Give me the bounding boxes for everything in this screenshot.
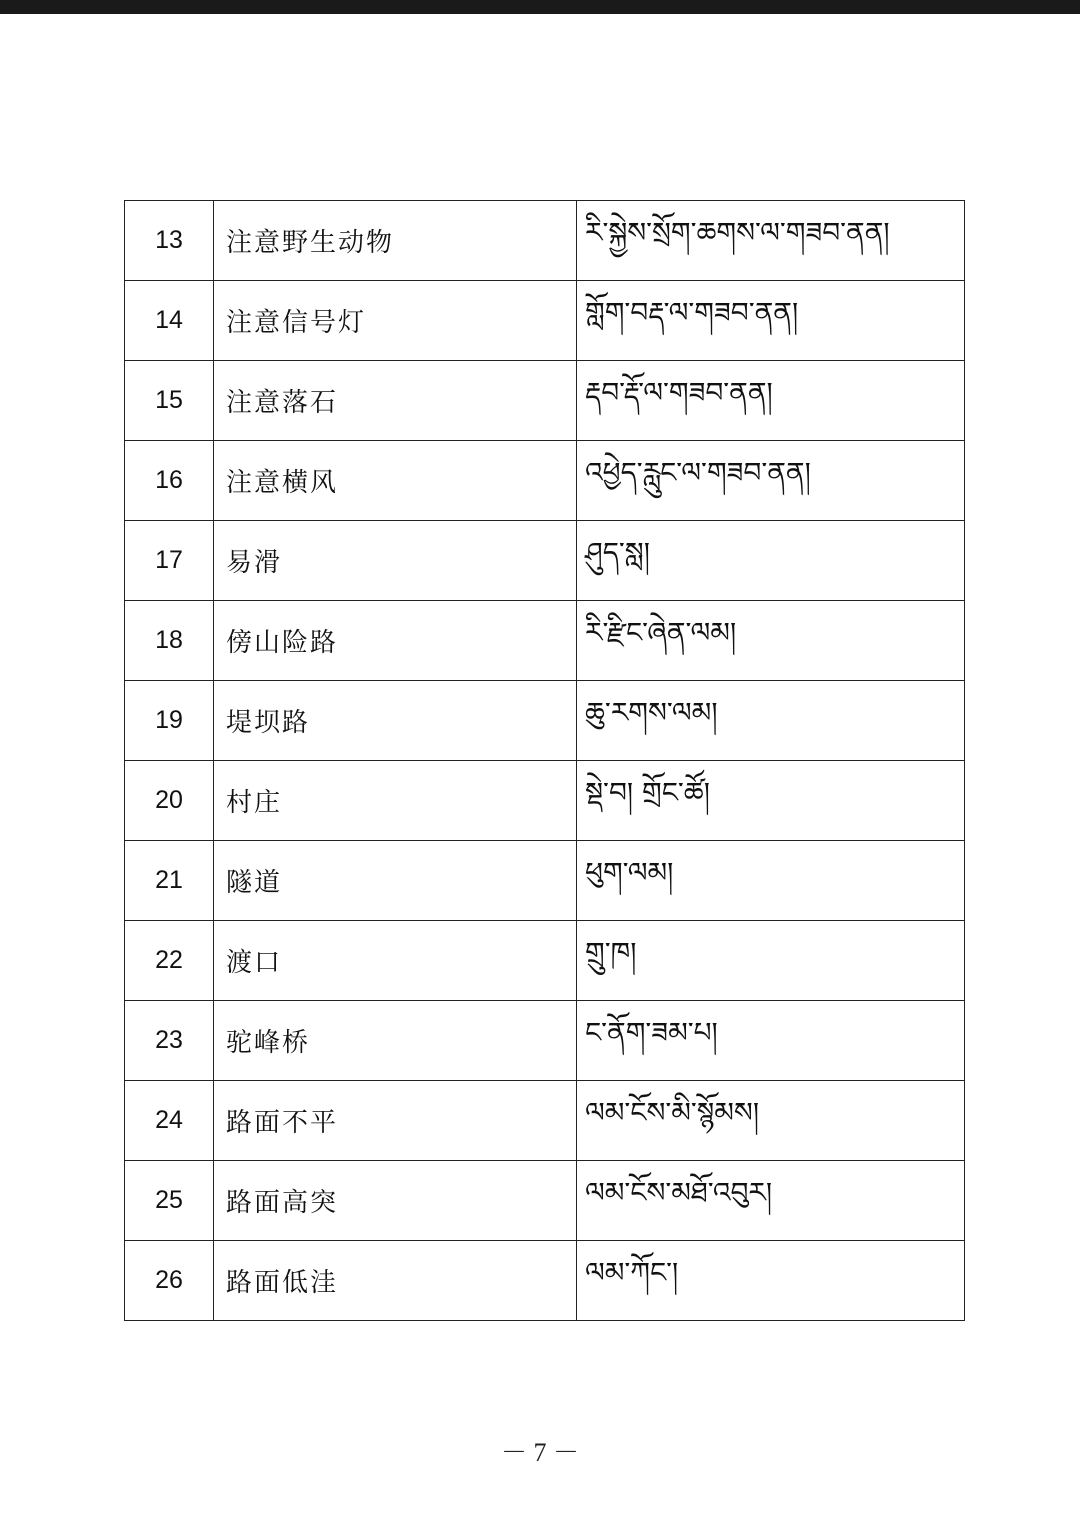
table-row	[125, 361, 965, 441]
page-number: － 7 －	[500, 1438, 579, 1467]
chinese-term: 驼峰桥	[214, 1001, 577, 1081]
table-row	[125, 1081, 965, 1161]
table-row	[125, 1241, 965, 1321]
tibetan-term: གྲུ་ཁ།	[577, 921, 965, 1001]
tibetan-term: ཆུ་རགས་ལམ།	[577, 681, 965, 761]
table-row	[125, 681, 965, 761]
row-number: 25	[125, 1161, 214, 1241]
tibetan-term: སྡེ་བ། གྲོང་ཚོ།	[577, 761, 965, 841]
row-number: 17	[125, 521, 214, 601]
tibetan-term: འཕྱེད་རླུང་ལ་གཟབ་ནན།	[577, 441, 965, 521]
table-row	[125, 521, 965, 601]
row-number: 14	[125, 281, 214, 361]
glossary-table	[124, 200, 965, 1321]
row-number: 26	[125, 1241, 214, 1321]
table-row	[125, 1001, 965, 1081]
table-row	[125, 281, 965, 361]
row-number: 22	[125, 921, 214, 1001]
table-row	[125, 1161, 965, 1241]
tibetan-term: ལམ་ངོས་མི་སྙོམས།	[577, 1081, 965, 1161]
chinese-term: 渡口	[214, 921, 577, 1001]
tibetan-term: ཕུག་ལམ།	[577, 841, 965, 921]
tibetan-term: རི་སྐྱེས་སྲོག་ཆགས་ལ་གཟབ་ནན།	[577, 201, 965, 281]
table-row	[125, 601, 965, 681]
chinese-term: 注意落石	[214, 361, 577, 441]
tibetan-term: ང་ནོག་ཟམ་པ།	[577, 1001, 965, 1081]
chinese-term: 隧道	[214, 841, 577, 921]
tibetan-term: ལམ་ངོས་མཐོ་འབུར།	[577, 1161, 965, 1241]
row-number: 13	[125, 201, 214, 281]
chinese-term: 路面不平	[214, 1081, 577, 1161]
chinese-term: 堤坝路	[214, 681, 577, 761]
row-number: 23	[125, 1001, 214, 1081]
chinese-term: 易滑	[214, 521, 577, 601]
row-number: 15	[125, 361, 214, 441]
row-number: 20	[125, 761, 214, 841]
chinese-term: 注意信号灯	[214, 281, 577, 361]
row-number: 16	[125, 441, 214, 521]
row-number: 19	[125, 681, 214, 761]
tibetan-term: ལམ་ཀོང་།	[577, 1241, 965, 1321]
table-row	[125, 841, 965, 921]
chinese-term: 村庄	[214, 761, 577, 841]
row-number: 18	[125, 601, 214, 681]
table-row	[125, 201, 965, 281]
chinese-term: 路面高突	[214, 1161, 577, 1241]
tibetan-term: རྡབ་རྡོ་ལ་གཟབ་ནན།	[577, 361, 965, 441]
top-border-bar	[0, 0, 1080, 14]
row-number: 24	[125, 1081, 214, 1161]
table-row	[125, 761, 965, 841]
tibetan-term: གློག་བརྡ་ལ་གཟབ་ནན།	[577, 281, 965, 361]
tibetan-term: རི་རྫིང་ཞེན་ལམ།	[577, 601, 965, 681]
chinese-term: 注意野生动物	[214, 201, 577, 281]
tibetan-term: ཤུད་སླ།	[577, 521, 965, 601]
row-number: 21	[125, 841, 214, 921]
chinese-term: 注意横风	[214, 441, 577, 521]
table-row	[125, 921, 965, 1001]
chinese-term: 傍山险路	[214, 601, 577, 681]
chinese-term: 路面低洼	[214, 1241, 577, 1321]
table-row	[125, 441, 965, 521]
